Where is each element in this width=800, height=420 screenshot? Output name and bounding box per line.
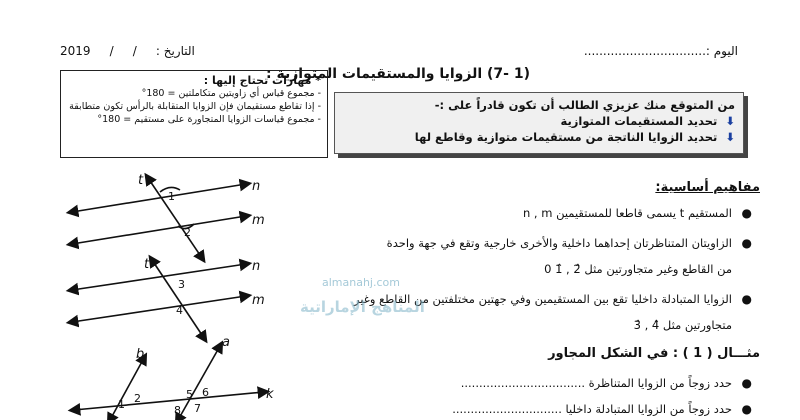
bullet-dot-icon: ● [741, 236, 752, 250]
line-n-fig2 [72, 264, 246, 290]
example-text: حدد زوجاً من الزوايا المتبادلة داخليا .............................. [452, 402, 732, 416]
angle-label: 2 [134, 392, 141, 405]
label-n: n [252, 259, 261, 274]
line-k-fig3 [74, 392, 264, 410]
watermark-site: almanahj.com [322, 276, 400, 289]
angle-label: 5 [186, 388, 193, 401]
angle-label: 4 [176, 304, 183, 317]
bullet-dot-icon: ● [741, 292, 752, 306]
label-k: k [266, 387, 274, 402]
label-a: a [222, 335, 230, 350]
transversal-t-fig1 [148, 178, 202, 258]
example-heading: مثـــال ( 1 ) : في الشكل المجاور [548, 346, 760, 361]
angle-label: 6 [202, 386, 209, 399]
line-n-fig1 [72, 184, 246, 212]
parallel-lines-figures [60, 172, 290, 420]
line-m-fig2 [72, 296, 246, 322]
line-m-fig1 [72, 216, 246, 244]
objective-item [343, 113, 735, 129]
skills-item: - مجموع قياسات الزوايا المتجاورة على مستقيم = 180° [97, 114, 321, 125]
arrow-bullet-icon: ⬇ [725, 114, 735, 128]
label-t: t [138, 173, 144, 188]
bullet-dot-icon: ● [741, 402, 752, 416]
angle-label: 3 [178, 278, 185, 291]
watermark-name: المناهج الإماراتية [300, 298, 425, 316]
arrow-bullet-icon: ⬇ [725, 130, 735, 144]
label-m: m [252, 213, 265, 228]
concept-line [386, 236, 752, 250]
angle-label: 7 [194, 402, 201, 415]
concept-text: المستقيم t يسمى قاطعا للمستقيمين n , m [522, 206, 732, 220]
label-m: m [252, 293, 265, 308]
angle-label: 2 [184, 226, 191, 239]
line-b-fig3 [110, 358, 144, 420]
label-t: t [144, 257, 150, 272]
objective-text: تحديد المستقيمات المتوازية [560, 114, 718, 128]
angle-label: 1 [168, 190, 175, 203]
lesson-title: (1 -7) الزوايا والمستقيمات المتوازية : [265, 66, 530, 82]
concepts-heading: مفاهيم أساسية: [655, 180, 760, 195]
example-item [460, 376, 752, 390]
bullet-dot-icon: ● [741, 376, 752, 390]
skills-heading: * مهارات تحتاج إليها : [203, 74, 321, 87]
objective-item [343, 129, 735, 145]
skills-item: - مجموع قياس أي زاويتين متكاملتين = 180° [141, 88, 321, 99]
objective-text: تحديد الزوايا الناتجة من مستقيمات متوازية وقاطع لها [414, 130, 718, 144]
label-n: n [252, 179, 261, 194]
angle-label: 1 [118, 398, 125, 411]
angle-label: 8 [174, 404, 181, 417]
concept-text: الزاويتان المتناظرتان إحداهما داخلية والأخرى خارجية وتقع في جهة واحدة [386, 236, 732, 250]
date-label: التاريخ : / / 2019 [60, 44, 195, 58]
concept-line [634, 318, 732, 332]
example-text: حدد زوجاً من الزوايا المتناظرة .................................. [460, 376, 732, 390]
concept-text: من القاطع وغير متجاورتين مثل 2̂ , 1̂ 0 [544, 262, 732, 276]
objectives-box [334, 92, 744, 154]
skills-item: - إذا تقاطع مستقيمان فإن الزوايا المتقابلة بالرأس تكون متطابقة [69, 101, 321, 112]
concept-text: متجاورتين مثل 4̂ , 3̂ [633, 318, 732, 332]
bullet-dot-icon: ● [741, 206, 752, 220]
concept-text: الزوايا المتبادلة داخليا تقع بين المستقيمين وفي جهتين مختلفتين من القاطع وغير [353, 292, 732, 306]
day-label: اليوم :................................ [583, 44, 738, 58]
skills-box [60, 70, 328, 158]
example-item [452, 402, 752, 416]
concept-line [522, 206, 752, 220]
label-b: b [136, 347, 145, 362]
objectives-intro: من المتوقع منك عزيزي الطالب أن تكون قادراً على :- [434, 98, 735, 112]
concept-line [544, 262, 732, 276]
